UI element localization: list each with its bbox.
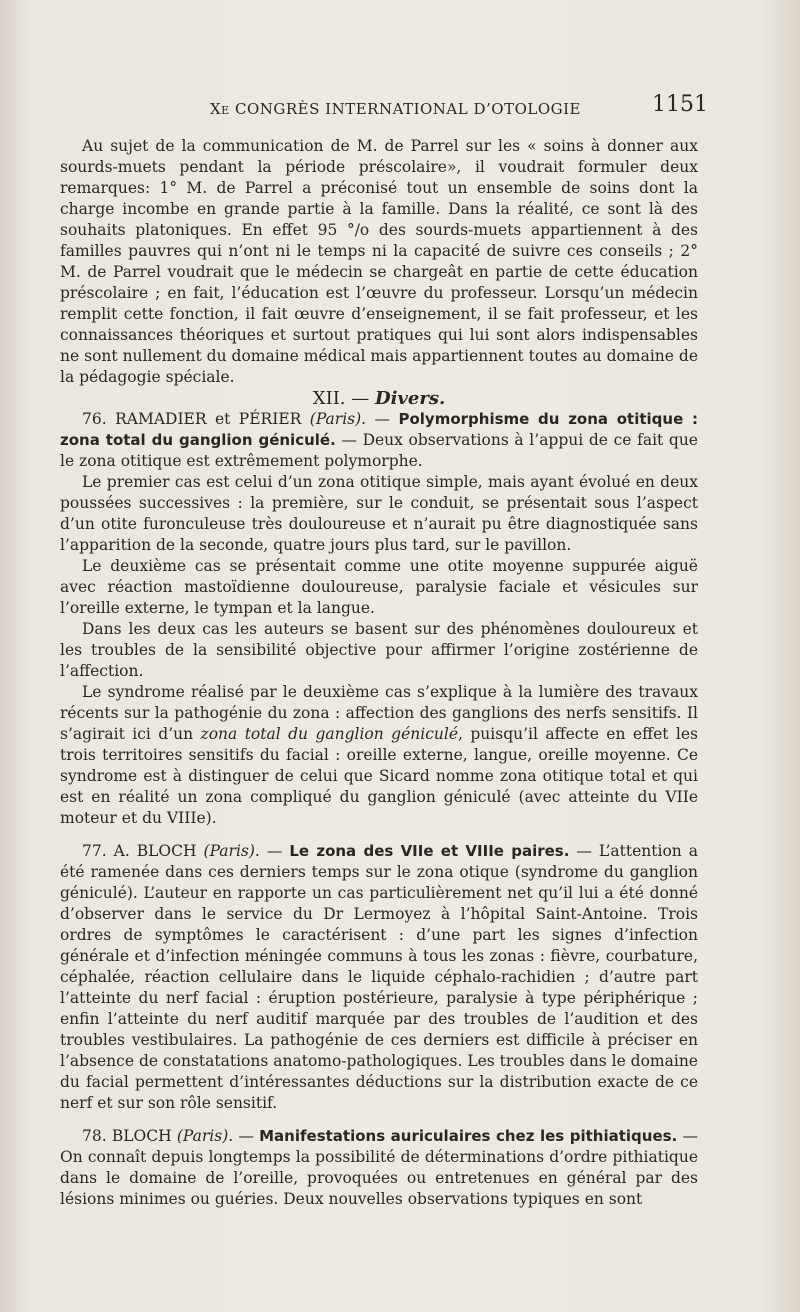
entry-76-paragraph-5 [60, 682, 698, 829]
entry-77-city: (Paris). [203, 842, 260, 860]
entry-78-body: — On connaît depuis longtemps la possibilité de déterminations d’ordre pithiatique dans le domaine de l’oreille, provoquées ou entretenues en général par des lésions minimes ou guéries. Deux nouvelles observations typiques en sont [60, 1127, 698, 1208]
entry-78-title: Manifestations auriculaires chez les pithiatiques. [259, 1127, 678, 1145]
entry-76-authors: 76. RAMADIER et PÉRIER [82, 410, 302, 428]
entry-78 [60, 1126, 698, 1210]
running-title: Xe CONGRÈS INTERNATIONAL D’OTOLOGIE [210, 100, 582, 118]
entry-77 [60, 841, 698, 1114]
entry-77-authors: 77. A. BLOCH [82, 842, 197, 860]
entry-76-city: (Paris). [309, 410, 367, 428]
entry-76-paragraph-3: Le deuxième cas se présentait comme une otite moyenne suppurée aiguë avec réaction mastoïdienne douloureuse, paralysie faciale et vésicules sur l’oreille externe, le tympan et la langue. [60, 557, 698, 617]
body-text [60, 136, 698, 1210]
page-number: 1151 [652, 92, 708, 117]
entry-77-dash: — [259, 842, 290, 860]
entry-76-paragraph-4: Dans les deux cas les auteurs se basent sur des phénomènes douloureux et les troubles de la sensibilité objective pour affirmer l’origine zostérienne de l’affection. [60, 620, 698, 680]
page-header [60, 92, 708, 132]
entry-78-dash: — [233, 1127, 260, 1145]
entry-76-p5-end: , puisqu’il affecte en effet les trois territoires sensitifs du facial : oreille externe, langue, oreille moyenne. Ce syndrome est à distinguer de celui que Sicard nomme zona otitique total et qui est en réalité un zona compliqué du ganglion géniculé (avec atteinte du VIIe moteur et du VIIIe). [60, 725, 698, 827]
entry-76-title: Polymorphisme du zona otitique : zona total du ganglion géniculé. [60, 410, 699, 449]
section-heading [60, 388, 698, 409]
entry-76-paragraph-2: Le premier cas est celui d’un zona otitique simple, mais ayant évolué en deux poussées successives : la première, sur le conduit, se présentait sous l’aspect d’un otite furonculeuse très douloureuse et n’aurait pu être diagnostiquée sans l’apparition de la seconde, quatre jours plus tard, sur le pavillon. [60, 473, 698, 554]
entry-76-intro: — Deux observations à l’appui de ce fait que le zona otitique est extrêmement polymorphe. [60, 431, 698, 470]
intro-paragraph: Au sujet de la communication de M. de Parrel sur les « soins à donner aux sourds-muets pendant la période préscolaire», il voudrait formuler deux remarques: 1° M. de Parrel a préconisé tout un ensemble de soins dont la charge incombe en grande partie à la famille. Dans la réalité, ce sont là des souhaits platoniques. En effet 95 °/o des sourds-muets appartiennent à des familles pauvres qui n’ont ni le temps ni la capacité de suivre ces conseils ; 2° M. de Parrel voudrait que le médecin se chargeât en partie de cette éducation préscolaire ; en fait, l’éducation est l’œuvre du professeur. Lorsqu’un médecin remplit cette fonction, il fait œuvre d’enseignement, il se fait professeur, et les connaissances théoriques et surtout pratiques qui lui sont alors indispensables ne sont nullement du domaine médical mais appartiennent toutes au domaine de la pédagogie spéciale. [60, 137, 698, 386]
entry-77-body: — L’attention a été ramenée dans ces derniers temps sur le zona otique (syndrome du ganglion géniculé). L’auteur en rapporte un cas particulièrement net qu’il lui a été donné d’observer dans le service du Dr Lermoyez à l’hôpital Saint-Antoine. Trois ordres de symptômes le caractérisent : d’une part les signes d’infection générale et d’infection méningée communs à tous les zonas : fièvre, courbature, céphalée, réaction cellulaire dans le liquide céphalo-rachidien ; d’autre part l’atteinte du nerf facial : éruption postérieure, paralysie à type périphérique ; enfin l’atteinte du nerf auditif marquée par des troubles de l’audition et des troubles vestibulaires. La pathogénie de ces derniers est difficile à préciser en l’absence de constatations anatomo-pathologiques. Les troubles dans le domaine du facial permettent d’intéressantes déductions sur la distribution exacte de ce nerf et sur son rôle sensitif. [60, 842, 698, 1112]
section-number: XII. — [312, 388, 370, 409]
entry-78-city: (Paris). [176, 1127, 234, 1145]
entry-76-dash: — [366, 410, 399, 428]
entry-77-title: Le zona des VIIe et VIIIe paires. [289, 842, 570, 860]
entry-78-authors: 78. BLOCH [82, 1127, 172, 1145]
entry-76 [60, 409, 698, 472]
entry-76-p5-start: Le syndrome réalisé par le deuxième cas s’explique à la lumière des travaux récents sur la pathogénie du zona : affection des ganglions des nerfs sensitifs. Il s’agirait ici d’un [60, 683, 698, 743]
entry-76-p5-italic: zona total du ganglion géniculé [200, 725, 459, 743]
section-label: Divers. [374, 388, 446, 409]
